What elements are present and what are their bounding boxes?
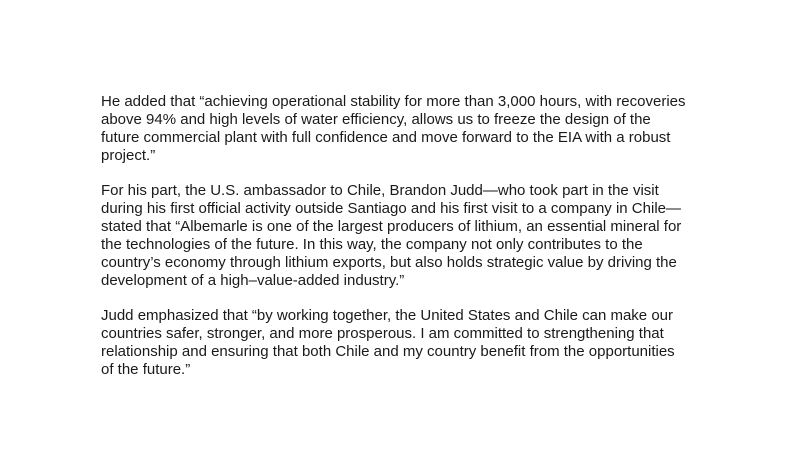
text-line: during his first official activity outside Santiago and his first visit to a company in Chile—	[101, 200, 681, 217]
text-line: relationship and ensuring that both Chile and my country benefit from the opportunities	[101, 343, 675, 360]
paragraph-ambassador-statement	[101, 182, 721, 290]
text-line: future commercial plant with full confidence and move forward to the EIA with a robust	[101, 129, 671, 146]
paragraph-quote-operational-stability	[101, 93, 721, 165]
text-line: countries safer, stronger, and more prosperous. I am committed to strengthening that	[101, 325, 664, 342]
text-line: For his part, the U.S. ambassador to Chile, Brandon Judd—who took part in the visit	[101, 182, 659, 199]
text-line: stated that “Albemarle is one of the largest producers of lithium, an essential mineral for	[101, 218, 682, 235]
text-line: above 94% and high levels of water efficiency, allows us to freeze the design of the	[101, 111, 651, 128]
text-line: country’s economy through lithium exports, but also holds strategic value by driving the	[101, 254, 677, 271]
text-line: project.”	[101, 147, 156, 164]
text-line: development of a high–value-added industry.”	[101, 272, 405, 289]
text-line: of the future.”	[101, 361, 191, 378]
paragraph-judd-emphasis	[101, 307, 721, 379]
article-body	[101, 93, 721, 396]
text-line: the technologies of the future. In this way, the company not only contributes to the	[101, 236, 643, 253]
text-line: Judd emphasized that “by working together, the United States and Chile can make our	[101, 307, 673, 324]
text-line: He added that “achieving operational stability for more than 3,000 hours, with recoveries	[101, 93, 686, 110]
